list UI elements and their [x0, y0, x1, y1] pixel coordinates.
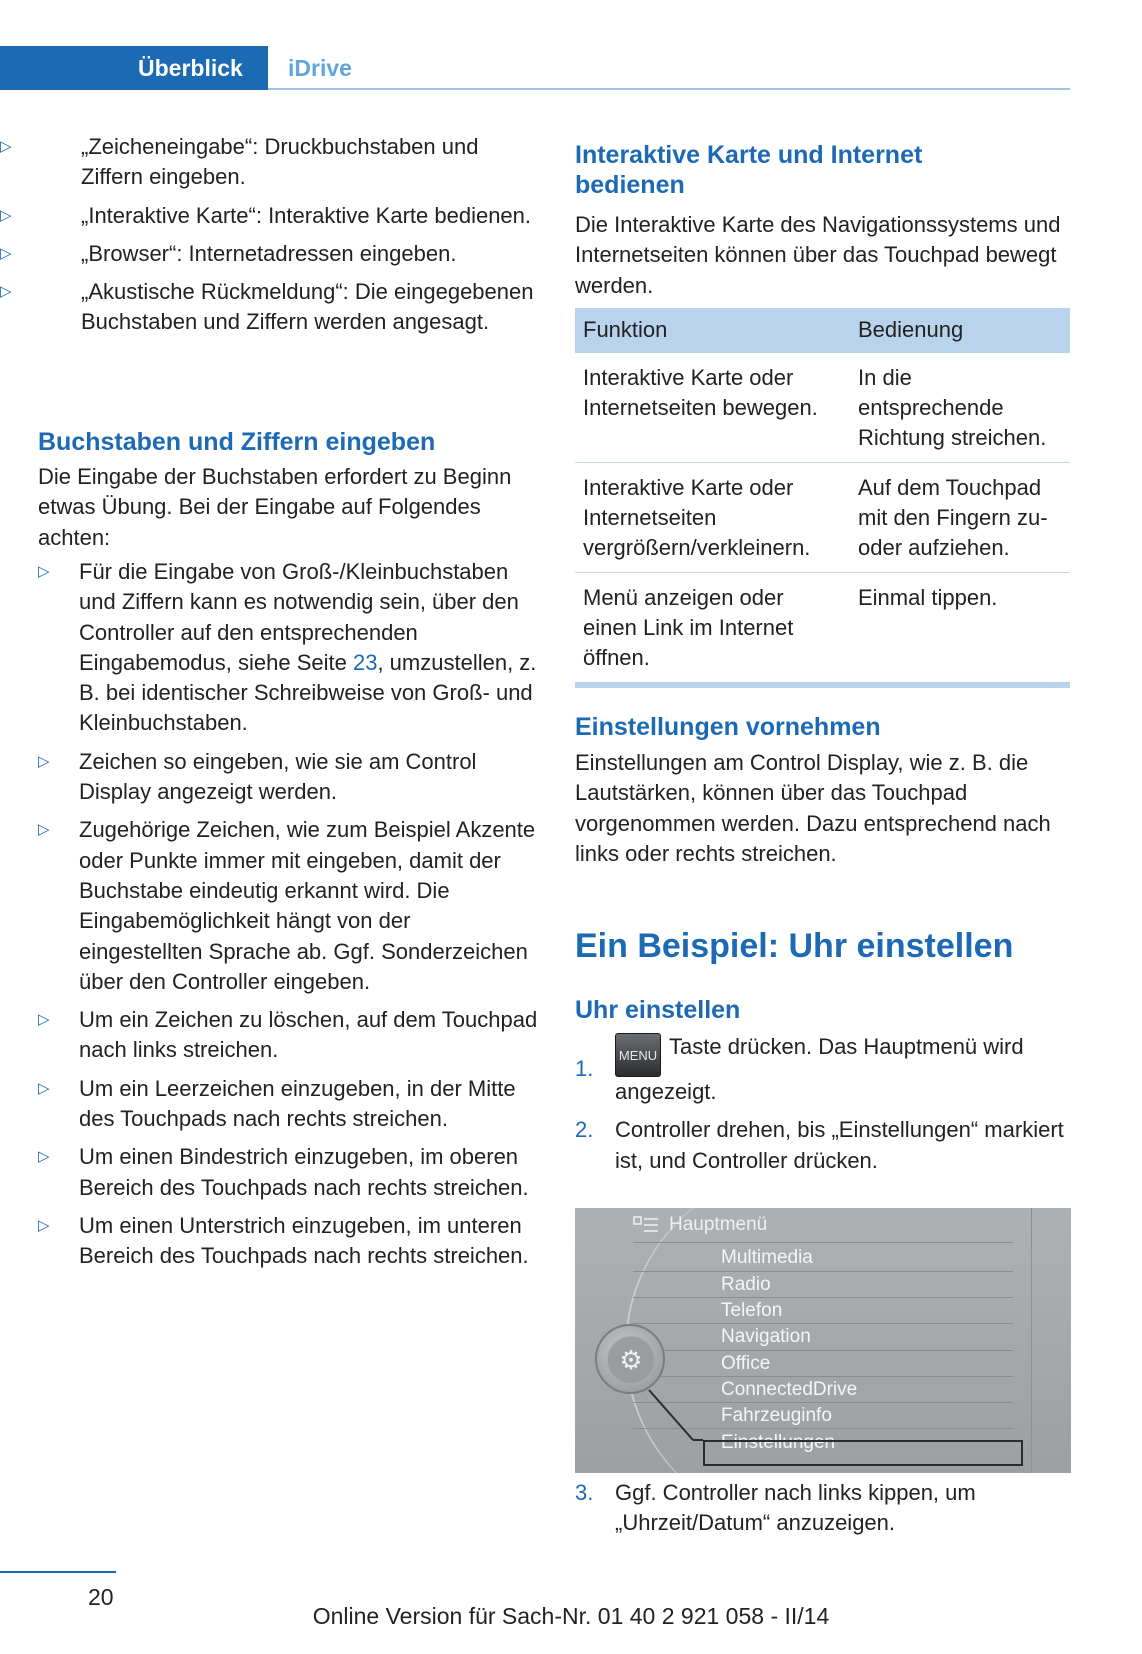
main-menu-icon [633, 1215, 659, 1235]
intro-letters-digits: Die Eingabe der Buchstaben erfordert zu Beginn etwas Übung. Bei der Eingabe auf Folgendes achten: [38, 464, 512, 550]
table-row: Menü anzeigen oder einen Link im Internet öffnen. Einmal tippen. [583, 585, 998, 670]
menu-item-connecteddrive[interactable]: ConnectedDrive [721, 1379, 858, 1400]
menu-item-multimedia[interactable]: Multimedia [721, 1247, 813, 1268]
bullet-arrow-icon: ▷ [38, 821, 50, 839]
selection-frame [703, 1440, 1023, 1466]
table-header-operation: Bedienung [850, 308, 1070, 353]
page-number: 20 [88, 1584, 114, 1610]
menu-item-navigation[interactable]: Navigation [721, 1326, 811, 1347]
intro-map-internet: Die Interaktive Karte des Navigationssystems und Internetseiten können über das Touchpad bewegt werden. [575, 212, 1061, 298]
screen-title: Hauptmenü [669, 1214, 768, 1235]
heading-letters-digits: Buchstaben und Ziffern eingeben [38, 428, 436, 456]
heading-example-clock: Ein Beispiel: Uhr einstellen [575, 927, 1014, 965]
letters-digits-list [38, 557, 538, 1280]
bullet-arrow-icon: ▷ [38, 1216, 50, 1234]
heading-set-clock: Uhr einstellen [575, 996, 741, 1024]
bullet-arrow-icon: ▷ [38, 1011, 50, 1029]
bullet-arrow-icon: ▷ [0, 283, 12, 301]
list-item: ▷ Zugehörige Zeichen, wie zum Beispiel Akzente oder Punkte immer mit eingeben, damit der Buchstabe eindeutig erkannt wird. Die Eingabemöglichkeit hängt von der eingestellten Sprache ab. Ggf. Sonderzeichen über den Controller eingeben. [38, 817, 536, 994]
touchpad-function-table [575, 308, 1070, 688]
list-item: 2. Controller drehen, bis „Einstellungen“ markiert ist, und Controller drücken. [575, 1117, 1064, 1173]
input-options-list [0, 132, 538, 346]
heading-map-internet: Interaktive Karte und Internet bedienen [575, 141, 923, 199]
header-section-idrive: iDrive [288, 55, 352, 81]
list-item: ▷ „Zeicheneingabe“: Druckbuchstaben und Ziffern eingeben. [0, 134, 479, 190]
list-item: ▷ „Browser“: Internetadressen eingeben. [0, 239, 538, 269]
list-item: ▷ Um einen Unterstrich einzugeben, im unteren Bereich des Touchpads nach rechts streichen. [38, 1212, 529, 1269]
table-row: Interaktive Karte oder Internetseiten vergrößern/verkleinern. Auf dem Touchpad mit den Fingern zu- oder aufziehen. [575, 463, 1070, 573]
bullet-arrow-icon: ▷ [38, 1148, 50, 1166]
selection-pointer-line [645, 1386, 705, 1456]
clock-steps-list-cont [575, 1478, 1070, 1545]
page-reference-link[interactable]: 23 [352, 649, 378, 675]
controller-knob [595, 1324, 665, 1394]
footer-rule [0, 1571, 116, 1573]
menu-item-einstellungen[interactable]: Einstellungen [721, 1432, 836, 1453]
menu-item-office[interactable]: Office [721, 1353, 771, 1374]
idrive-main-menu-screen [575, 1208, 1071, 1473]
list-item: ▷ Für die Eingabe von Groß-/Kleinbuchstaben und Ziffern kann es notwendig sein, über den Controller auf den entsprechenden Eingabemodus, siehe Seite 23, umzustellen, z. B. bei identischer Schreibweise von Groß- und Kleinbuchstaben. [38, 559, 537, 736]
menu-item-telefon[interactable]: Telefon [721, 1300, 783, 1321]
list-item: 1. MENU Taste drücken. Das Hauptmenü wird angezeigt. [575, 1034, 1024, 1104]
list-item: ▷ „Interaktive Karte“: Interaktive Karte bedienen. [0, 201, 538, 231]
list-item: ▷ Um ein Zeichen zu löschen, auf dem Touchpad nach links streichen. [38, 1007, 538, 1063]
clock-steps-list [575, 1032, 1070, 1182]
header-tab-ueberblick: Überblick [0, 46, 268, 90]
table-header-function: Funktion [575, 308, 850, 353]
table-row: Interaktive Karte oder Internetseiten bewegen. In die entsprechende Richtung streichen. [575, 353, 1070, 463]
header-rule [268, 88, 1070, 90]
list-item: ▷ Zeichen so eingeben, wie sie am Control Display angezeigt werden. [38, 748, 477, 805]
screen-right-panel [1031, 1208, 1071, 1473]
bullet-arrow-icon: ▷ [38, 752, 50, 770]
heading-settings: Einstellungen vornehmen [575, 713, 881, 741]
list-item: 3. Ggf. Controller nach links kippen, um „Uhrzeit/Datum“ anzuzeigen. [575, 1480, 976, 1536]
menu-item-radio[interactable]: Radio [721, 1274, 771, 1295]
gear-icon: ⚙ [607, 1336, 655, 1384]
table-bottom-rule [575, 682, 1070, 688]
list-item: ▷ Um einen Bindestrich einzugeben, im oberen Bereich des Touchpads nach rechts streichen. [38, 1144, 529, 1200]
bullet-arrow-icon: ▷ [0, 138, 12, 155]
list-item: ▷ „Akustische Rückmeldung“: Die eingegebenen Buchstaben und Ziffern werden angesagt. [0, 279, 534, 335]
menu-item-fahrzeuginfo[interactable]: Fahrzeuginfo [721, 1405, 832, 1426]
intro-settings: Einstellungen am Control Display, wie z. B. die Lautstärken, können über das Touchpad vorgenommen werden. Dazu entsprechend nach links oder rechts streichen. [575, 750, 1051, 866]
list-item: ▷ Um ein Leerzeichen einzugeben, in der Mitte des Touchpads nach rechts streichen. [38, 1075, 516, 1132]
bullet-arrow-icon: ▷ [0, 206, 12, 224]
menu-key-icon: MENU [615, 1033, 661, 1077]
bullet-arrow-icon: ▷ [0, 244, 12, 262]
bullet-arrow-icon: ▷ [38, 1079, 50, 1097]
bullet-arrow-icon: ▷ [38, 563, 50, 580]
footer-note: Online Version für Sach-Nr. 01 40 2 921 058 - II/14 [312, 1603, 830, 1629]
